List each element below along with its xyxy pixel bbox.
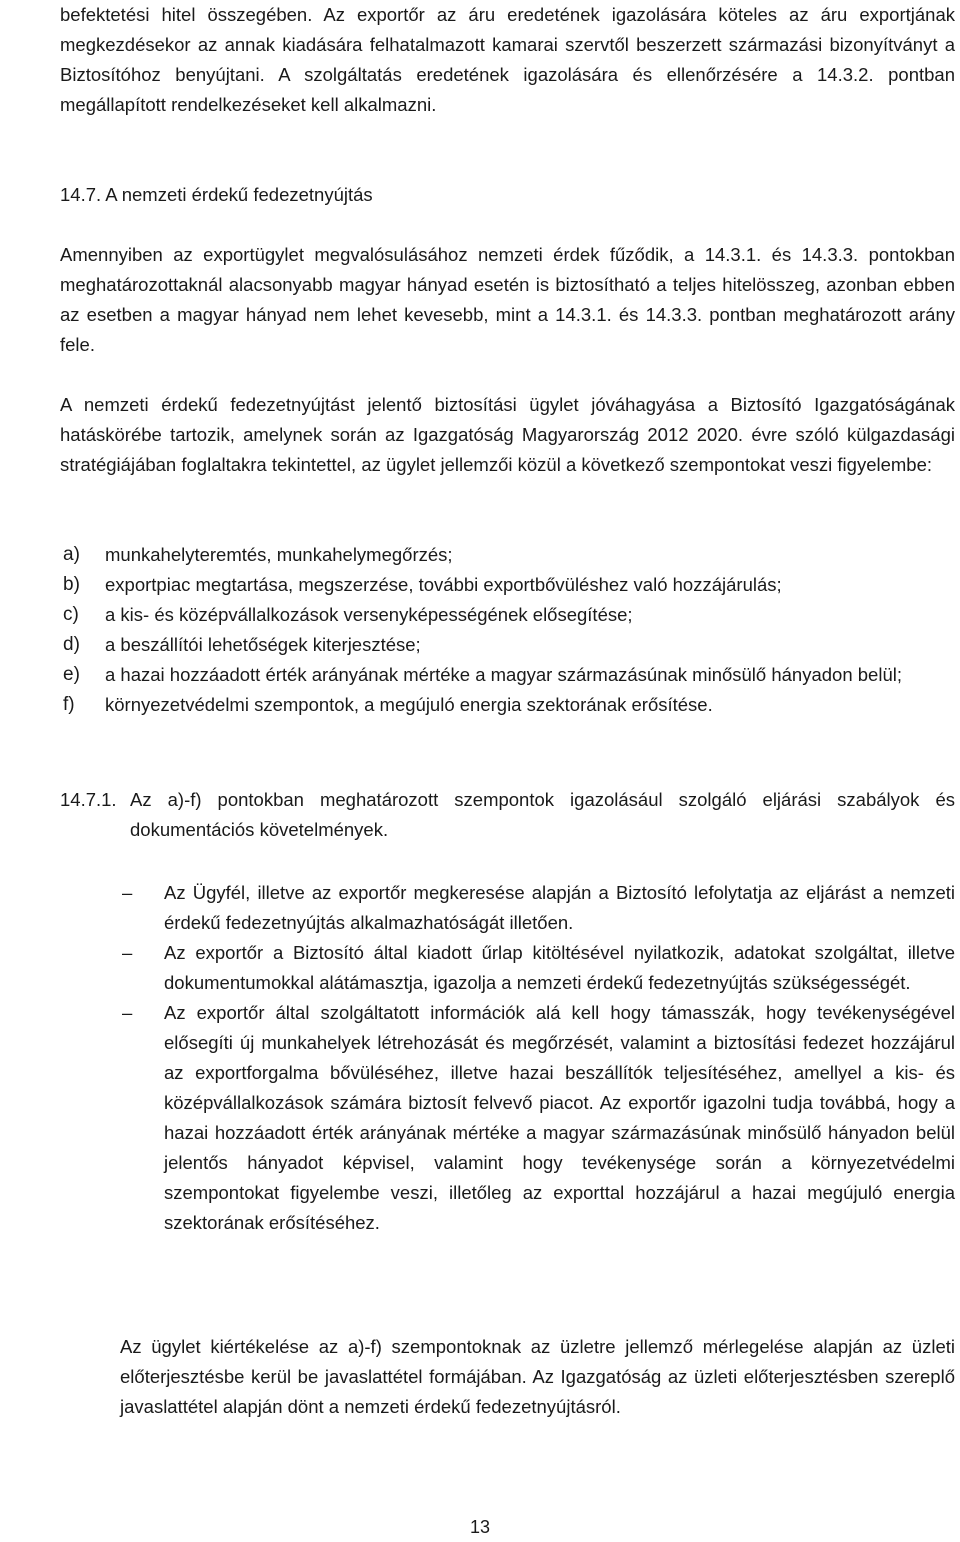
list-marker: b) xyxy=(63,574,80,595)
subsection-heading-14-7-1 xyxy=(60,785,955,845)
list-item xyxy=(122,998,955,1238)
paragraph-national-interest: Amennyiben az exportügylet megvalósulásához nemzeti érdek fűződik, a 14.3.1. és 14.3.3. pontokban meghatározottaknál alacsonyabb magyar hányad esetén is biztosítható a teljes hitelösszeg, azonban ebben az esetben a magyar hányad nem lehet kevesebb, mint a 14.3.1. és 14.3.3. pontban meghatározott arány fele. xyxy=(60,244,955,355)
list-item xyxy=(60,630,955,660)
section-heading-14-7: 14.7. A nemzeti érdekű fedezetnyújtás xyxy=(60,184,373,205)
list-item-text: exportpiac megtartása, megszerzése, további exportbővüléshez való hozzájárulás; xyxy=(105,574,782,595)
list-marker: d) xyxy=(63,634,80,655)
dash-bullet: – xyxy=(122,882,133,903)
list-item xyxy=(60,600,955,630)
page-number: 13 xyxy=(469,1517,491,1537)
procedure-list xyxy=(122,878,955,1238)
list-item-text: Az Ügyfél, illetve az exportőr megkeresése alapján a Biztosító lefolytatja az eljárást a nemzeti érdekű fedezetnyújtás alkalmazhatóságát illetően. xyxy=(164,882,955,933)
subsection-title: Az a)-f) pontokban meghatározott szempontok igazolásául szolgáló eljárási szabályok és dokumentációs követelmények. xyxy=(130,789,955,840)
list-marker: e) xyxy=(63,664,80,685)
dash-bullet: – xyxy=(122,1002,133,1023)
list-item xyxy=(60,690,955,720)
paragraph-evaluation: Az ügylet kiértékelése az a)-f) szempontoknak az üzletre jellemző mérlegelése alapján az üzleti előterjesztésbe kerül be javaslattétel formájában. Az Igazgatóság az üzleti előterjesztésben szereplő javaslattétel alapján dönt a nemzeti érdekű fedezetnyújtásról. xyxy=(120,1336,955,1417)
list-item xyxy=(122,938,955,998)
paragraph-board-approval: A nemzeti érdekű fedezetnyújtást jelentő biztosítási ügylet jóváhagyása a Biztosító Igazgatóságának hatáskörébe tartozik, amelynek során az Igazgatóság Magyarország 2012 2020. évre szóló külgazdasági stratégiájában foglaltakra tekintettel, az ügylet jellemzői közül a következő szempontokat veszi figyelembe: xyxy=(60,394,955,475)
paragraph-origin-certificate: befektetési hitel összegében. Az exportőr az áru eredetének igazolására köteles az áru exportjának megkezdésekor az annak kiadására felhatalmazott kamarai szervtől beszerzett származási bizonyítványt a Biztosítóhoz benyújtani. A szolgáltatás eredetének igazolására és ellenőrzésére a 14.3.2. pontban megállapított rendelkezéseket kell alkalmazni. xyxy=(60,4,955,115)
criteria-list xyxy=(60,540,955,720)
list-item-text: munkahelyteremtés, munkahelymegőrzés; xyxy=(105,544,453,565)
list-item-text: a beszállítói lehetőségek kiterjesztése; xyxy=(105,634,421,655)
dash-bullet: – xyxy=(122,942,133,963)
list-marker: f) xyxy=(63,694,75,715)
list-marker: c) xyxy=(63,604,79,625)
list-item-text: Az exportőr által szolgáltatott információk alá kell hogy támasszák, hogy tevékenységével elősegíti új munkahelyek létrehozását és megőrzését, valamint a biztosítási fedezet hozzájárul az exportforgalma bővüléséhez, illetve hazai beszállítók teljesítéséhez, amellyel a kis- és középvállalkozások számára biztosít felvevő piacot. Az exportőr igazolni tudja továbbá, hogy a hazai hozzáadott érték arányának mértéke a magyar származásúnak minősülő hányadon belül jelentős hányadot képvisel, valamint hogy tevékenysége során a környezetvédelmi szempontokat figyelembe veszi, illetőleg az exporttal hozzájárul a hazai megújuló energia szektorának erősítéséhez. xyxy=(164,1002,955,1233)
list-item xyxy=(60,570,955,600)
list-item-text: a hazai hozzáadott érték arányának mértéke a magyar származásúnak minősülő hányadon belül; xyxy=(105,664,902,685)
subsection-number: 14.7.1. xyxy=(60,789,117,810)
list-item-text: Az exportőr a Biztosító által kiadott űrlap kitöltésével nyilatkozik, adatokat szolgáltat, illetve dokumentumokkal alátámasztja, igazolja a nemzeti érdekű fedezetnyújtás szükségességét. xyxy=(164,942,955,993)
list-item-text: a kis- és középvállalkozások versenyképességének elősegítése; xyxy=(105,604,633,625)
list-item xyxy=(60,660,955,690)
list-marker: a) xyxy=(63,544,80,565)
list-item xyxy=(60,540,955,570)
list-item xyxy=(122,878,955,938)
list-item-text: környezetvédelmi szempontok, a megújuló energia szektorának erősítése. xyxy=(105,694,713,715)
